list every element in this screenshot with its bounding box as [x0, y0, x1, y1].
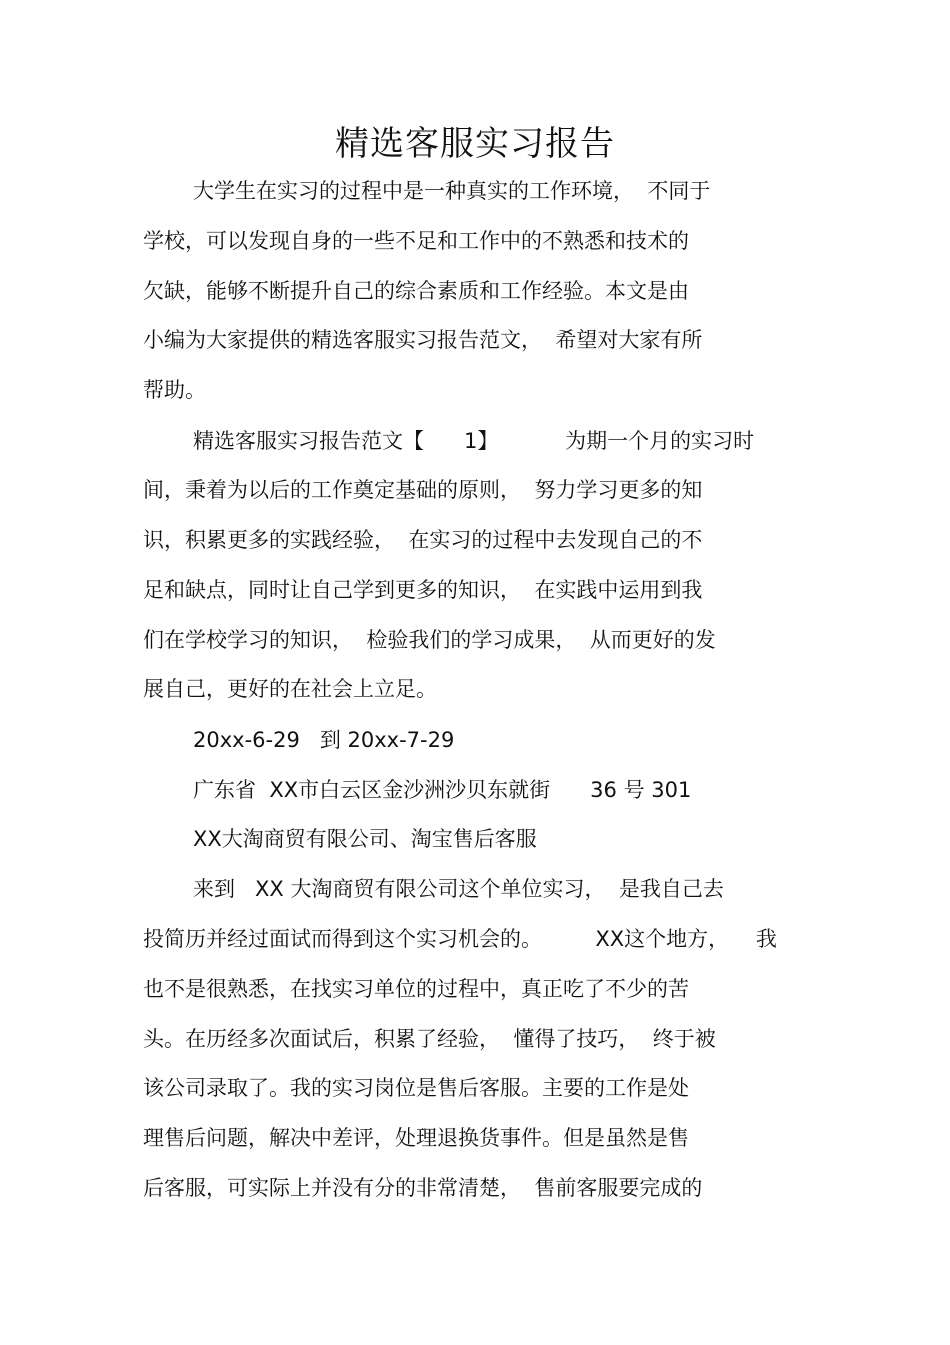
section-line-1: 精选客服实习报告范文【 1】 为期一个月的实习时	[193, 429, 755, 453]
intro-line-2: 学校，可以发现自身的一些不足和工作中的不熟悉和技术的	[143, 229, 689, 253]
intro-line-1: 大学生在实习的过程中是一种真实的工作环境， 不同于	[193, 179, 711, 203]
body-line-1: 来到 XX 大淘商贸有限公司这个单位实习， 是我自己去	[193, 877, 724, 901]
body-line-4: 头。在历经多次面试后，积累了经验， 懂得了技巧， 终于被	[143, 1027, 716, 1051]
address-line: 广东省 XX市白云区金沙洲沙贝东就街 36 号 301	[193, 778, 692, 802]
date-line: 20xx-6-29 到 20xx-7-29	[193, 728, 455, 752]
body-line-2: 投简历并经过面试而得到这个实习机会的。 XX这个地方， 我	[143, 927, 777, 951]
intro-line-5: 帮助。	[143, 378, 206, 402]
section-line-5: 们在学校学习的知识， 检验我们的学习成果， 从而更好的发	[143, 628, 716, 652]
document-title: 精选客服实习报告	[335, 124, 615, 164]
section-line-4: 足和缺点，同时让自己学到更多的知识， 在实践中运用到我	[143, 578, 703, 602]
body-line-3: 也不是很熟悉，在找实习单位的过程中，真正吃了不少的苦	[143, 977, 689, 1001]
body-line-5: 该公司录取了。我的实习岗位是售后客服。主要的工作是处	[143, 1076, 689, 1100]
company-line: XX大淘商贸有限公司、淘宝售后客服	[193, 827, 537, 851]
section-line-6: 展自己，更好的在社会上立足。	[143, 677, 437, 701]
body-line-6: 理售后问题，解决中差评，处理退换货事件。但是虽然是售	[143, 1126, 689, 1150]
section-line-3: 识，积累更多的实践经验， 在实习的过程中去发现自己的不	[143, 528, 703, 552]
intro-line-3: 欠缺，能够不断提升自己的综合素质和工作经验。本文是由	[143, 279, 689, 303]
section-line-2: 间，秉着为以后的工作奠定基础的原则， 努力学习更多的知	[143, 478, 703, 502]
body-line-7: 后客服，可实际上并没有分的非常清楚， 售前客服要完成的	[143, 1176, 703, 1200]
intro-line-4: 小编为大家提供的精选客服实习报告范文， 希望对大家有所	[143, 328, 703, 352]
